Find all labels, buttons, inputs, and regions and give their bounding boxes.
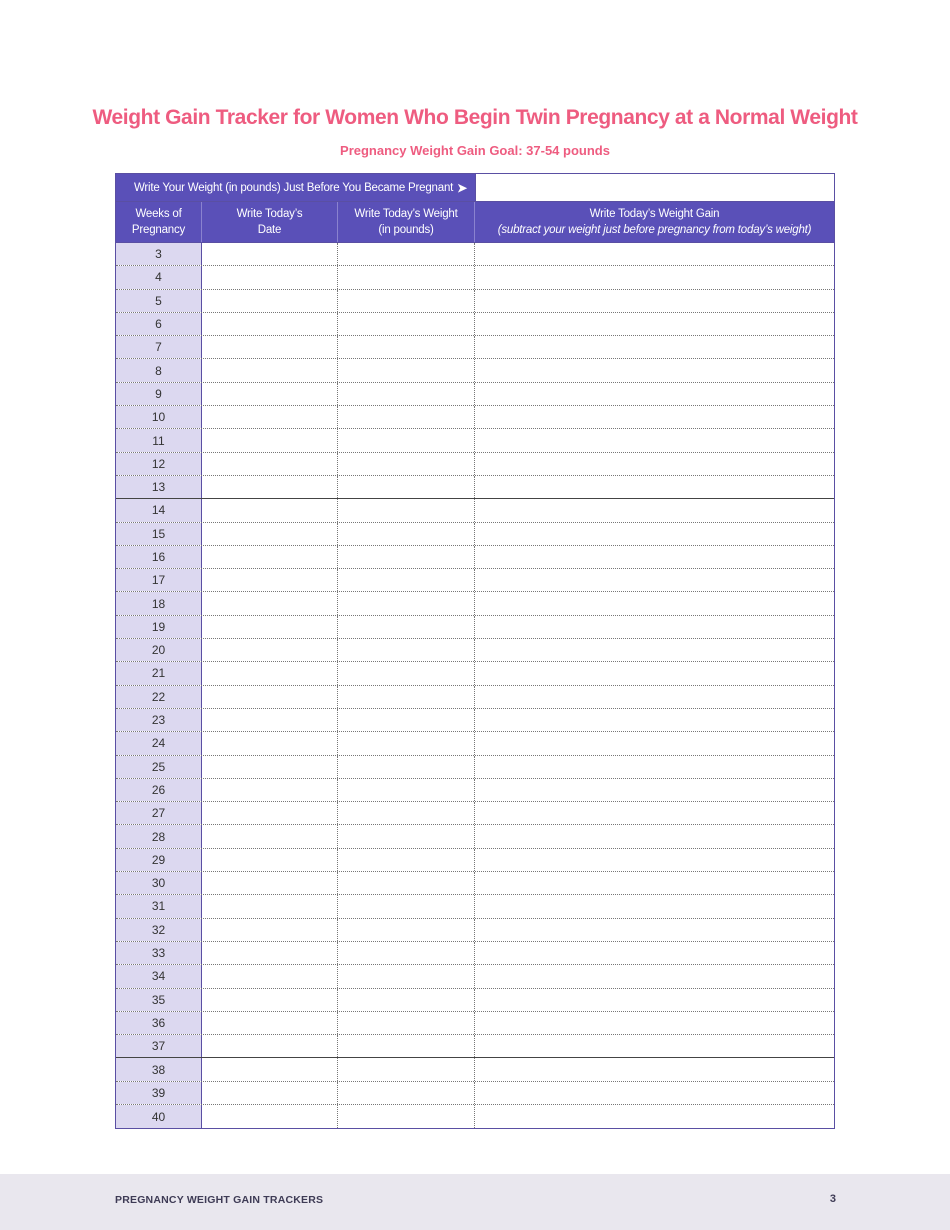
weight-gain-field[interactable]	[475, 546, 834, 568]
week-number: 19	[116, 616, 202, 638]
table-row	[116, 336, 834, 359]
week-number: 30	[116, 872, 202, 894]
weight-field[interactable]	[338, 546, 475, 568]
header-weeks	[116, 202, 202, 242]
footer-section-title: PREGNANCY WEIGHT GAIN TRACKERS	[115, 1194, 324, 1206]
week-number: 14	[116, 499, 202, 521]
weight-field[interactable]	[338, 523, 475, 545]
table-row	[116, 709, 834, 732]
weight-gain-field[interactable]	[475, 359, 834, 381]
date-field[interactable]	[202, 592, 338, 614]
table-row	[116, 313, 834, 336]
week-number: 15	[116, 523, 202, 545]
week-number: 36	[116, 1012, 202, 1034]
header-weight-line2: (in pounds)	[378, 224, 434, 236]
week-number: 12	[116, 453, 202, 475]
weight-gain-field[interactable]	[475, 616, 834, 638]
weight-gain-field[interactable]	[475, 779, 834, 801]
week-number: 21	[116, 662, 202, 684]
date-field[interactable]	[202, 802, 338, 824]
table-row	[116, 662, 834, 685]
table-row	[116, 686, 834, 709]
table-row	[116, 592, 834, 615]
weight-field[interactable]	[338, 1035, 475, 1057]
weight-gain-field[interactable]	[475, 569, 834, 591]
date-field[interactable]	[202, 616, 338, 638]
week-number: 35	[116, 989, 202, 1011]
weight-field[interactable]	[338, 1105, 475, 1128]
weight-gain-field[interactable]	[475, 639, 834, 661]
week-number: 31	[116, 895, 202, 917]
table-row	[116, 942, 834, 965]
weight-gain-field[interactable]	[475, 802, 834, 824]
weight-field[interactable]	[338, 499, 475, 521]
week-number: 13	[116, 476, 202, 498]
page-title: Weight Gain Tracker for Women Who Begin Twin Pregnancy at a Normal Weight	[92, 106, 858, 129]
date-field[interactable]	[202, 429, 338, 451]
date-field[interactable]	[202, 406, 338, 428]
weight-field[interactable]	[338, 336, 475, 358]
weight-field[interactable]	[338, 942, 475, 964]
header-gain	[475, 202, 834, 242]
table-row	[116, 1058, 834, 1081]
weight-gain-field[interactable]	[475, 336, 834, 358]
week-number: 34	[116, 965, 202, 987]
table-row	[116, 756, 834, 779]
table-row	[116, 779, 834, 802]
header-weight	[338, 202, 475, 242]
week-number: 29	[116, 849, 202, 871]
week-number: 17	[116, 569, 202, 591]
header-date-line1: Write Today’s	[236, 208, 303, 220]
week-number: 39	[116, 1082, 202, 1104]
table-row	[116, 919, 834, 942]
date-field[interactable]	[202, 989, 338, 1011]
table-header-row	[116, 202, 834, 243]
week-number: 26	[116, 779, 202, 801]
date-field[interactable]	[202, 1105, 338, 1128]
weight-gain-field[interactable]	[475, 662, 834, 684]
week-number: 32	[116, 919, 202, 941]
weight-field[interactable]	[338, 662, 475, 684]
date-field[interactable]	[202, 662, 338, 684]
date-field[interactable]	[202, 546, 338, 568]
date-field[interactable]	[202, 1058, 338, 1080]
date-field[interactable]	[202, 313, 338, 335]
table-row	[116, 639, 834, 662]
week-number: 40	[116, 1105, 202, 1128]
weight-field[interactable]	[338, 453, 475, 475]
week-number: 25	[116, 756, 202, 778]
weight-gain-table	[115, 173, 835, 1129]
date-field[interactable]	[202, 383, 338, 405]
table-row	[116, 383, 834, 406]
date-field[interactable]	[202, 732, 338, 754]
table-row	[116, 476, 834, 499]
weight-gain-field[interactable]	[475, 453, 834, 475]
table-row	[116, 1012, 834, 1035]
week-number: 3	[116, 243, 202, 265]
table-row	[116, 359, 834, 382]
date-field[interactable]	[202, 266, 338, 288]
table-row	[116, 546, 834, 569]
weight-gain-field[interactable]	[475, 1058, 834, 1080]
week-number: 22	[116, 686, 202, 708]
arrow-right-icon: ➤	[457, 180, 467, 195]
weight-field[interactable]	[338, 825, 475, 847]
table-row	[116, 266, 834, 289]
date-field[interactable]	[202, 290, 338, 312]
weight-field[interactable]	[338, 383, 475, 405]
weight-gain-field[interactable]	[475, 709, 834, 731]
weight-gain-field[interactable]	[475, 825, 834, 847]
weight-field[interactable]	[338, 406, 475, 428]
weight-gain-field[interactable]	[475, 686, 834, 708]
date-field[interactable]	[202, 243, 338, 265]
weight-field[interactable]	[338, 895, 475, 917]
date-field[interactable]	[202, 359, 338, 381]
date-field[interactable]	[202, 849, 338, 871]
weight-gain-field[interactable]	[475, 919, 834, 941]
date-field[interactable]	[202, 872, 338, 894]
header-date-line2: Date	[257, 224, 282, 236]
weight-field[interactable]	[338, 965, 475, 987]
table-row	[116, 499, 834, 522]
table-row	[116, 616, 834, 639]
weight-gain-field[interactable]	[475, 1105, 834, 1128]
table-row	[116, 523, 834, 546]
weight-field[interactable]	[338, 639, 475, 661]
weight-field[interactable]	[338, 569, 475, 591]
date-field[interactable]	[202, 1012, 338, 1034]
date-field[interactable]	[202, 779, 338, 801]
weight-gain-field[interactable]	[475, 476, 834, 498]
weight-field[interactable]	[338, 1082, 475, 1104]
date-field[interactable]	[202, 686, 338, 708]
weight-gain-field[interactable]	[475, 313, 834, 335]
weight-field[interactable]	[338, 616, 475, 638]
weight-gain-field[interactable]	[475, 756, 834, 778]
week-number: 23	[116, 709, 202, 731]
date-field[interactable]	[202, 499, 338, 521]
weight-field[interactable]	[338, 849, 475, 871]
week-number: 8	[116, 359, 202, 381]
week-number: 37	[116, 1035, 202, 1057]
table-row	[116, 872, 834, 895]
date-field[interactable]	[202, 709, 338, 731]
page-subtitle: Pregnancy Weight Gain Goal: 37-54 pounds	[340, 143, 610, 158]
week-number: 18	[116, 592, 202, 614]
weight-field[interactable]	[338, 919, 475, 941]
weight-field[interactable]	[338, 732, 475, 754]
week-number: 10	[116, 406, 202, 428]
table-row	[116, 849, 834, 872]
weight-gain-field[interactable]	[475, 243, 834, 265]
weight-gain-field[interactable]	[475, 429, 834, 451]
table-row	[116, 569, 834, 592]
date-field[interactable]	[202, 476, 338, 498]
table-row	[116, 290, 834, 313]
week-number: 16	[116, 546, 202, 568]
weight-gain-field[interactable]	[475, 849, 834, 871]
table-row	[116, 453, 834, 476]
date-field[interactable]	[202, 1082, 338, 1104]
prepregnancy-weight-field[interactable]	[475, 174, 834, 201]
weight-field[interactable]	[338, 1012, 475, 1034]
weight-gain-field[interactable]	[475, 732, 834, 754]
weight-field[interactable]	[338, 290, 475, 312]
weight-gain-field[interactable]	[475, 895, 834, 917]
weight-field[interactable]	[338, 313, 475, 335]
table-row	[116, 1082, 834, 1105]
table-row	[116, 802, 834, 825]
date-field[interactable]	[202, 453, 338, 475]
prepregnancy-weight-row	[116, 174, 834, 202]
weight-gain-field[interactable]	[475, 965, 834, 987]
weight-gain-field[interactable]	[475, 872, 834, 894]
weight-field[interactable]	[338, 243, 475, 265]
weight-field[interactable]	[338, 359, 475, 381]
date-field[interactable]	[202, 523, 338, 545]
weight-field[interactable]	[338, 779, 475, 801]
table-row	[116, 895, 834, 918]
table-row	[116, 429, 834, 452]
weight-gain-field[interactable]	[475, 989, 834, 1011]
table-row	[116, 406, 834, 429]
header-date	[202, 202, 338, 242]
date-field[interactable]	[202, 1035, 338, 1057]
date-field[interactable]	[202, 825, 338, 847]
weight-gain-field[interactable]	[475, 1012, 834, 1034]
page-number: 3	[829, 1193, 836, 1205]
table-row	[116, 989, 834, 1012]
table-row	[116, 1105, 834, 1128]
table-row	[116, 243, 834, 266]
date-field[interactable]	[202, 895, 338, 917]
week-number: 20	[116, 639, 202, 661]
table-row	[116, 825, 834, 848]
weight-field[interactable]	[338, 872, 475, 894]
weight-gain-field[interactable]	[475, 1082, 834, 1104]
week-number: 28	[116, 825, 202, 847]
week-number: 38	[116, 1058, 202, 1080]
table-row	[116, 1035, 834, 1058]
weight-field[interactable]	[338, 686, 475, 708]
weight-gain-field[interactable]	[475, 383, 834, 405]
date-field[interactable]	[202, 756, 338, 778]
weight-field[interactable]	[338, 709, 475, 731]
weight-field[interactable]	[338, 592, 475, 614]
weight-gain-field[interactable]	[475, 592, 834, 614]
weight-gain-field[interactable]	[475, 266, 834, 288]
week-number: 7	[116, 336, 202, 358]
weight-field[interactable]	[338, 476, 475, 498]
header-weeks-line2: Pregnancy	[131, 224, 186, 236]
week-number: 27	[116, 802, 202, 824]
week-number: 33	[116, 942, 202, 964]
week-number: 4	[116, 266, 202, 288]
weight-gain-field[interactable]	[475, 499, 834, 521]
table-row	[116, 732, 834, 755]
date-field[interactable]	[202, 639, 338, 661]
date-field[interactable]	[202, 336, 338, 358]
table-body	[116, 243, 834, 1128]
weight-gain-field[interactable]	[475, 942, 834, 964]
week-number: 6	[116, 313, 202, 335]
weight-gain-field[interactable]	[475, 523, 834, 545]
weight-field[interactable]	[338, 756, 475, 778]
weight-field[interactable]	[338, 1058, 475, 1080]
page-footer	[0, 1174, 950, 1230]
date-field[interactable]	[202, 919, 338, 941]
header-weeks-line1: Weeks of	[135, 208, 182, 220]
weight-field[interactable]	[338, 429, 475, 451]
weight-gain-field[interactable]	[475, 1035, 834, 1057]
week-number: 11	[116, 429, 202, 451]
weight-gain-field[interactable]	[475, 290, 834, 312]
week-number: 9	[116, 383, 202, 405]
date-field[interactable]	[202, 569, 338, 591]
date-field[interactable]	[202, 965, 338, 987]
date-field[interactable]	[202, 942, 338, 964]
weight-field[interactable]	[338, 266, 475, 288]
week-number: 5	[116, 290, 202, 312]
header-gain-line1: Write Today’s Weight Gain	[589, 208, 720, 220]
header-weight-line1: Write Today’s Weight	[354, 208, 458, 220]
prepregnancy-weight-label	[116, 174, 475, 201]
table-row	[116, 965, 834, 988]
prepregnancy-weight-label-text: Write Your Weight (in pounds) Just Before You Became Pregnant	[133, 181, 454, 194]
weight-field[interactable]	[338, 802, 475, 824]
header-gain-line2: (subtract your weight just before pregnancy from today’s weight)	[497, 224, 812, 236]
weight-field[interactable]	[338, 989, 475, 1011]
week-number: 24	[116, 732, 202, 754]
weight-gain-field[interactable]	[475, 406, 834, 428]
